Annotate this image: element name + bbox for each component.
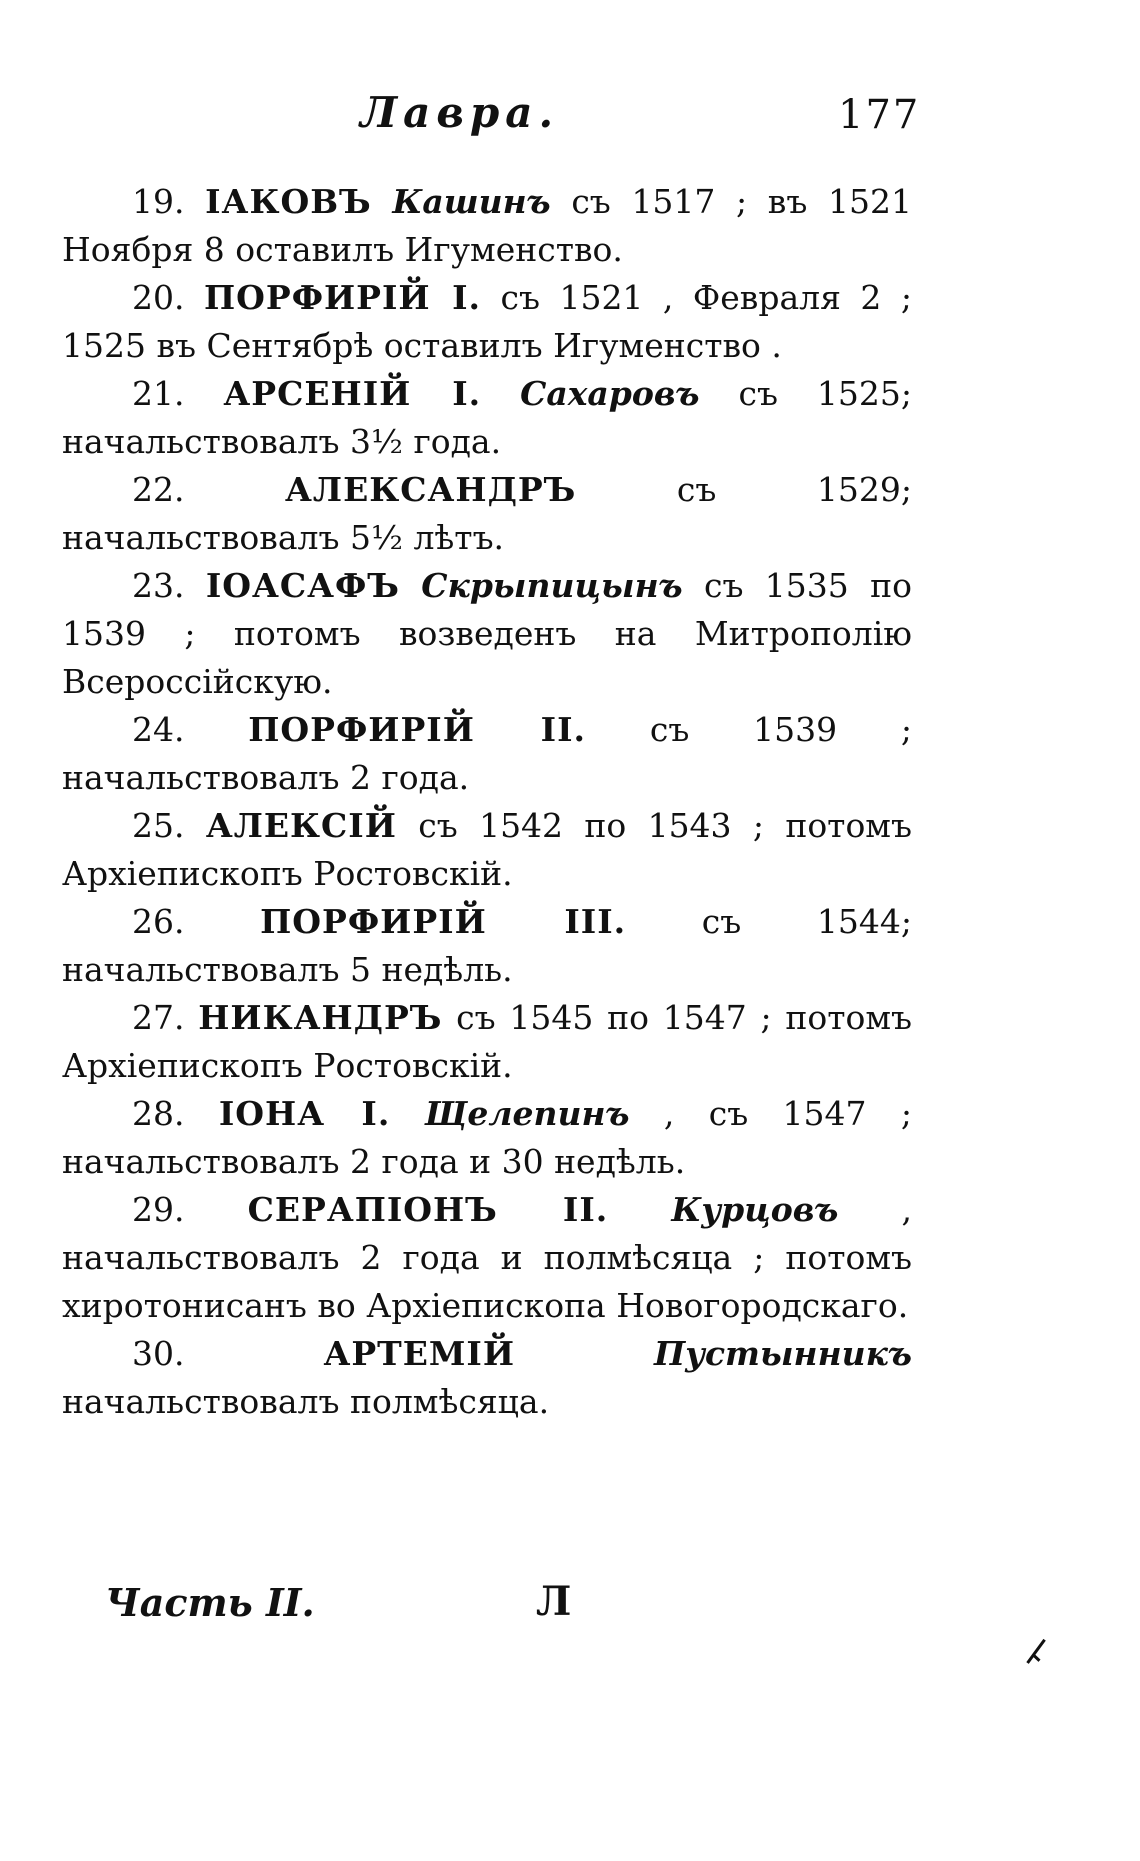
entry-number: 27.: [132, 998, 185, 1037]
entry-name: IОНА I.: [218, 1094, 391, 1133]
entry-name: СЕРАПIОНЪ II.: [247, 1190, 609, 1229]
entry-name: ПОРФИРIЙ II.: [248, 710, 587, 749]
ink-mark-shape: [1019, 1635, 1055, 1668]
entry-name: ПОРФИРIЙ III.: [260, 902, 627, 941]
list-item: [62, 178, 912, 274]
entry-surname: Сахаровъ: [520, 374, 700, 413]
entry-name: АЛЕКСIЙ: [205, 806, 397, 845]
catchword: Л: [536, 1578, 572, 1625]
abbots-list: [62, 178, 912, 1426]
entry-text: начальствовалъ полмѣсяца.: [62, 1382, 550, 1421]
page-number: 177: [838, 92, 921, 138]
entry-text: съ 1539 ; начальствовалъ 2 года.: [62, 710, 912, 797]
entry-name: АРТЕМIЙ: [323, 1334, 516, 1373]
entry-text: , съ 1547 ; начальствовалъ 2 года и 30 недѣль.: [62, 1094, 912, 1181]
list-item: [62, 898, 912, 994]
entry-surname: Пустынникъ: [654, 1334, 912, 1373]
entry-name: IАКОВЪ: [205, 182, 372, 221]
list-item: [62, 370, 912, 466]
list-item: [62, 274, 912, 370]
entry-text: съ 1521 , Февраля 2 ; 1525 въ Сентябрѣ оставилъ Игуменство .: [62, 278, 913, 365]
list-item: [62, 1090, 912, 1186]
entry-name: ПОРФИРIЙ I.: [203, 278, 482, 317]
entry-number: 28.: [132, 1094, 185, 1133]
list-item: [62, 706, 912, 802]
entry-surname: Щелепинъ: [424, 1094, 630, 1133]
entry-name: НИКАНДРЪ: [198, 998, 443, 1037]
entry-number: 26.: [132, 902, 185, 941]
entry-surname: Кашинъ: [392, 182, 551, 221]
entry-number: 21.: [132, 374, 185, 413]
entry-name: АРСЕНIЙ I.: [223, 374, 482, 413]
ink-mark-icon: [1016, 1626, 1059, 1676]
list-item: [62, 466, 912, 562]
entry-number: 19.: [132, 182, 185, 221]
list-item: [62, 1330, 912, 1426]
entry-text: съ 1535 по 1539 ; потомъ возведенъ на Митрополiю Всероссiйскую.: [62, 566, 912, 701]
entry-text: съ 1529; начальствовалъ 5½ лѣтъ.: [62, 470, 912, 557]
entry-number: 29.: [132, 1190, 185, 1229]
list-item: [62, 994, 912, 1090]
entry-number: 23.: [132, 566, 185, 605]
list-item: [62, 1186, 912, 1330]
list-item: [62, 802, 912, 898]
entry-number: 24.: [132, 710, 185, 749]
entry-text: съ 1545 по 1547 ; потомъ Архiепископъ Ростовскiй.: [62, 998, 912, 1085]
entry-number: 22.: [132, 470, 185, 509]
list-item: [62, 562, 912, 706]
entry-text: съ 1517 ; въ 1521 Ноября 8 оставилъ Игуменство.: [62, 182, 912, 269]
signature-mark: Часть II.: [105, 1580, 315, 1625]
entry-name: IОАСАФЪ: [205, 566, 400, 605]
entry-text: съ 1542 по 1543 ; потомъ Архiепископъ Ростовскiй.: [62, 806, 912, 893]
entry-number: 30.: [132, 1334, 185, 1373]
entry-surname: Курцовъ: [671, 1190, 839, 1229]
entry-text: , начальствовалъ 2 года и полмѣсяца ; потомъ хиротонисанъ во Архiепископа Новогородскаго.: [62, 1190, 912, 1325]
entry-number: 25.: [132, 806, 185, 845]
entry-text: съ 1525; начальствовалъ 3½ года.: [62, 374, 912, 461]
entry-number: 20.: [132, 278, 185, 317]
running-head: Лавра.: [360, 88, 560, 137]
entry-text: съ 1544; начальствовалъ 5 недѣль.: [62, 902, 912, 989]
entry-surname: Скрыпицынъ: [421, 566, 683, 605]
entry-name: АЛЕКСАНДРЪ: [285, 470, 577, 509]
